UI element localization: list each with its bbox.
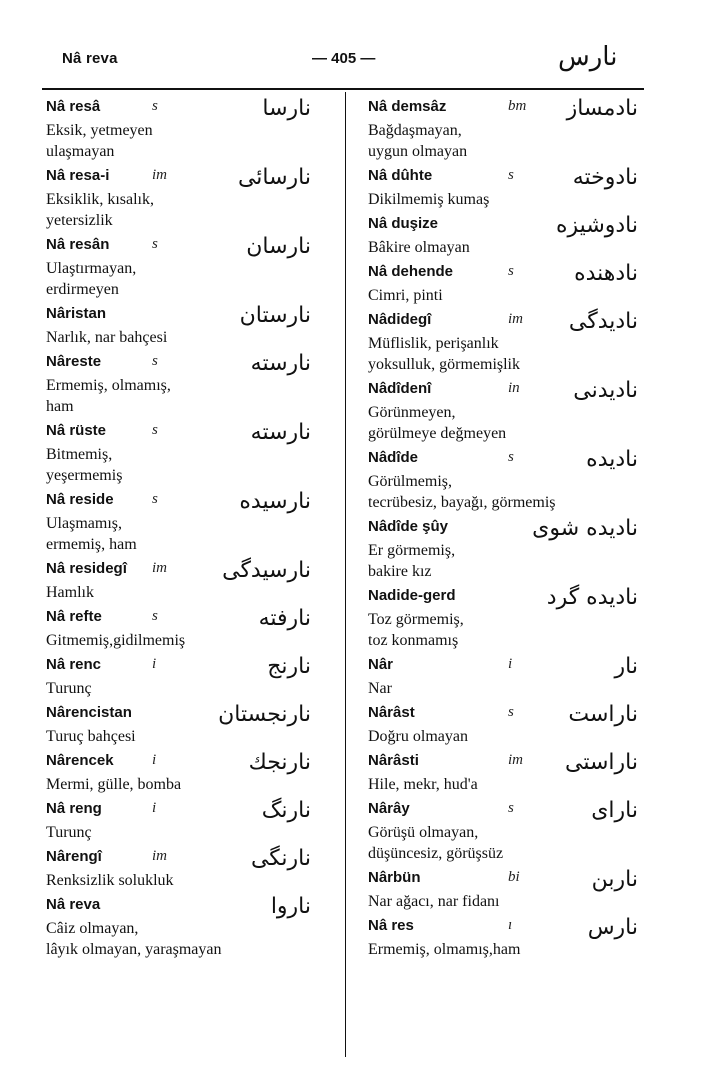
headword: Nâ reng: [46, 800, 102, 817]
definition-line: Cimri, pinti: [368, 287, 443, 304]
part-of-speech: i: [152, 800, 157, 816]
entry-head: [368, 704, 638, 726]
headword: Nâ res: [368, 917, 414, 934]
dictionary-entry: [46, 305, 336, 348]
headword: Nârencek: [46, 752, 114, 769]
definition-line: Dikilmemiş kumaş: [368, 191, 490, 208]
dictionary-entry: [46, 167, 336, 231]
entry-head: [46, 656, 336, 678]
part-of-speech: bi: [508, 869, 520, 885]
headword: Nâreste: [46, 353, 102, 370]
part-of-speech: im: [152, 167, 167, 183]
entry-head: [46, 848, 336, 870]
headword: Nâ dûhte: [368, 167, 433, 184]
arabic-script-word: ناراست: [568, 702, 638, 727]
dictionary-entry: [46, 98, 336, 162]
entry-head: [46, 752, 336, 774]
arabic-script-word: نارسان: [246, 234, 311, 259]
arabic-script-word: نارسته: [250, 351, 311, 376]
right-column: [368, 98, 638, 965]
definition-line: Görülmemiş,: [368, 473, 452, 490]
arabic-script-word: نارنجستان: [218, 702, 311, 727]
entry-head: [368, 167, 638, 189]
definition-line: Eksiklik, kısalık,: [46, 191, 154, 208]
part-of-speech: im: [152, 848, 167, 864]
dictionary-entry: [368, 167, 638, 210]
headword: Nadide-gerd: [368, 587, 456, 604]
part-of-speech: s: [152, 608, 158, 624]
column-divider: [345, 92, 346, 1057]
definition-line: Turunç: [46, 680, 92, 697]
headword: Nâdîde: [368, 449, 419, 466]
headword: Nâdîde şûy: [368, 518, 449, 535]
headword: Nârengî: [46, 848, 102, 865]
definition-line: Bâkire olmayan: [368, 239, 470, 256]
headword: Nârâsti: [368, 752, 419, 769]
entry-head: [368, 917, 638, 939]
dictionary-entry: [368, 311, 638, 375]
entry-head: [368, 752, 638, 774]
headword: Nâdîdenî: [368, 380, 432, 397]
entry-head: [368, 98, 638, 120]
running-arabic-headword: نارس: [558, 42, 618, 72]
arabic-script-word: نارسا: [262, 96, 311, 121]
dictionary-entry: [46, 800, 336, 843]
part-of-speech: s: [152, 236, 158, 252]
headword: Nârây: [368, 800, 410, 817]
definition-line: Ermemiş, olmamış,: [46, 377, 171, 394]
definition-line: bakire kız: [368, 563, 432, 580]
definition-line: görülmeye değmeyen: [368, 425, 507, 442]
definition-line: Nar ağacı, nar fidanı: [368, 893, 500, 910]
definition-line: toz konmamış: [368, 632, 459, 649]
entry-head: [46, 800, 336, 822]
entry-head: [46, 560, 336, 582]
arabic-script-word: نارس: [587, 915, 638, 940]
headword: Nâ demsâz: [368, 98, 447, 115]
headword: Nâr: [368, 656, 394, 673]
entry-head: [46, 422, 336, 444]
entry-head: [368, 518, 638, 540]
dictionary-entry: [368, 449, 638, 513]
left-column: [46, 98, 336, 965]
definition-line: Ulaşmamış,: [46, 515, 122, 532]
arabic-script-word: نارنگی: [250, 846, 311, 871]
dictionary-entry: [368, 917, 638, 960]
entry-head: [368, 656, 638, 678]
running-headword: Nâ reva: [62, 50, 118, 67]
definition-line: yoksulluk, görmemişlik: [368, 356, 520, 373]
part-of-speech: s: [152, 491, 158, 507]
entry-head: [46, 236, 336, 258]
part-of-speech: i: [152, 752, 157, 768]
dictionary-entry: [368, 380, 638, 444]
entry-head: [368, 215, 638, 237]
entry-head: [46, 98, 336, 120]
dictionary-entry: [46, 422, 336, 486]
arabic-script-word: نارنگ: [261, 798, 311, 823]
definition-line: Renksizlik solukluk: [46, 872, 174, 889]
arabic-script-word: نارسائی: [237, 165, 311, 190]
definition-line: Görüşü olmayan,: [368, 824, 479, 841]
arabic-script-word: نادیده شوی: [532, 516, 638, 541]
definition-line: erdirmeyen: [46, 281, 119, 298]
definition-line: Turuç bahçesi: [46, 728, 136, 745]
dictionary-entry: [368, 215, 638, 258]
part-of-speech: s: [508, 167, 514, 183]
headword: Nâ refte: [46, 608, 102, 625]
definition-line: ham: [46, 398, 74, 415]
arabic-script-word: نادیده گرد: [546, 585, 638, 610]
definition-line: Hile, mekr, hud'a: [368, 776, 478, 793]
definition-line: uygun olmayan: [368, 143, 468, 160]
definition-line: Bitmemiş,: [46, 446, 113, 463]
arabic-script-word: نار: [614, 654, 638, 679]
arabic-script-word: نادوشیزه: [556, 213, 638, 238]
headword: Nâ reside: [46, 491, 114, 508]
dictionary-entry: [46, 608, 336, 651]
part-of-speech: im: [152, 560, 167, 576]
headword: Nârâst: [368, 704, 415, 721]
definition-line: Hamlık: [46, 584, 94, 601]
part-of-speech: s: [152, 422, 158, 438]
definition-line: Narlık, nar bahçesi: [46, 329, 168, 346]
part-of-speech: ı: [508, 917, 513, 933]
arabic-script-word: ناروا: [270, 894, 311, 919]
definition-line: düşüncesiz, görüşsüz: [368, 845, 504, 862]
definition-line: Doğru olmayan: [368, 728, 468, 745]
entry-head: [46, 167, 336, 189]
arabic-script-word: نادیدنی: [573, 378, 638, 403]
entry-head: [368, 311, 638, 333]
headword: Nâdidegî: [368, 311, 432, 328]
dictionary-entry: [368, 98, 638, 162]
definition-line: Turunç: [46, 824, 92, 841]
arabic-script-word: نارنج: [267, 654, 311, 679]
entry-head: [368, 263, 638, 285]
dictionary-entry: [46, 896, 336, 960]
entry-head: [368, 800, 638, 822]
arabic-script-word: نادوخته: [572, 165, 638, 190]
arabic-script-word: نارسیده: [239, 489, 311, 514]
headword: Nâristan: [46, 305, 107, 322]
part-of-speech: bm: [508, 98, 527, 114]
part-of-speech: i: [152, 656, 157, 672]
page-header: [0, 0, 713, 95]
definition-line: Er görmemiş,: [368, 542, 456, 559]
definition-line: Bağdaşmayan,: [368, 122, 462, 139]
entry-head: [46, 353, 336, 375]
entry-head: [46, 305, 336, 327]
definition-line: lâyık olmayan, yaraşmayan: [46, 941, 222, 958]
dictionary-entry: [368, 263, 638, 306]
dictionary-entry: [46, 560, 336, 603]
dictionary-entry: [46, 656, 336, 699]
part-of-speech: im: [508, 311, 523, 327]
definition-line: ulaşmayan: [46, 143, 115, 160]
arabic-script-word: نارفته: [258, 606, 311, 631]
entry-head: [368, 380, 638, 402]
headword: Nâ rüste: [46, 422, 107, 439]
definition-line: Gitmemiş,gidilmemiş: [46, 632, 186, 649]
definition-line: Ermemiş, olmamış,ham: [368, 941, 521, 958]
dictionary-entry: [368, 704, 638, 747]
definition-line: Câiz olmayan,: [46, 920, 139, 937]
arabic-script-word: نادیده: [586, 447, 638, 472]
definition-line: ermemiş, ham: [46, 536, 137, 553]
dictionary-entry: [46, 491, 336, 555]
arabic-script-word: ناراستی: [565, 750, 638, 775]
part-of-speech: im: [508, 752, 523, 768]
entry-head: [46, 704, 336, 726]
arabic-script-word: نادیدگی: [568, 309, 638, 334]
part-of-speech: i: [508, 656, 513, 672]
entry-head: [46, 896, 336, 918]
dictionary-entry: [46, 236, 336, 300]
page-number: — 405 —: [312, 50, 376, 67]
headword: Nâ duşize: [368, 215, 439, 232]
part-of-speech: s: [152, 98, 158, 114]
headword: Nâ residegî: [46, 560, 127, 577]
headword: Nâ resâ: [46, 98, 101, 115]
definition-line: Müflislik, perişanlık: [368, 335, 499, 352]
dictionary-entry: [46, 848, 336, 891]
dictionary-entry: [46, 353, 336, 417]
headword: Nâ renc: [46, 656, 102, 673]
dictionary-entry: [368, 869, 638, 912]
dictionary-entry: [368, 518, 638, 582]
definition-line: Ulaştırmayan,: [46, 260, 137, 277]
dictionary-entry: [46, 752, 336, 795]
entry-head: [368, 449, 638, 471]
arabic-script-word: ناربن: [591, 867, 638, 892]
definition-line: Eksik, yetmeyen: [46, 122, 153, 139]
header-rule: [42, 88, 644, 90]
part-of-speech: s: [508, 449, 514, 465]
entry-head: [46, 491, 336, 513]
dictionary-entry: [46, 704, 336, 747]
arabic-script-word: نادمساز: [566, 96, 638, 121]
part-of-speech: s: [152, 353, 158, 369]
dictionary-entry: [368, 800, 638, 864]
headword: Nâ resa-i: [46, 167, 110, 184]
headword: Nâ resân: [46, 236, 110, 253]
dictionary-entry: [368, 587, 638, 651]
entry-head: [368, 587, 638, 609]
dictionary-entry: [368, 656, 638, 699]
part-of-speech: in: [508, 380, 520, 396]
headword: Nârencistan: [46, 704, 132, 721]
definition-line: Mermi, gülle, bomba: [46, 776, 182, 793]
headword: Nâ dehende: [368, 263, 454, 280]
arabic-script-word: نادهنده: [574, 261, 638, 286]
arabic-script-word: نارنجك: [248, 750, 311, 775]
part-of-speech: s: [508, 263, 514, 279]
entry-head: [368, 869, 638, 891]
entry-head: [46, 608, 336, 630]
arabic-script-word: نارستان: [239, 303, 311, 328]
arabic-script-word: نارسته: [250, 420, 311, 445]
arabic-script-word: نارای: [591, 798, 638, 823]
dictionary-entry: [368, 752, 638, 795]
part-of-speech: s: [508, 800, 514, 816]
definition-line: Toz görmemiş,: [368, 611, 464, 628]
definition-line: Nar: [368, 680, 392, 697]
arabic-script-word: نارسیدگی: [222, 558, 311, 583]
headword: Nâ reva: [46, 896, 101, 913]
part-of-speech: s: [508, 704, 514, 720]
definition-line: yetersizlik: [46, 212, 113, 229]
headword: Nârbün: [368, 869, 421, 886]
definition-line: yeşermemiş: [46, 467, 123, 484]
definition-line: tecrübesiz, bayağı, görmemiş: [368, 494, 556, 511]
definition-line: Görünmeyen,: [368, 404, 456, 421]
